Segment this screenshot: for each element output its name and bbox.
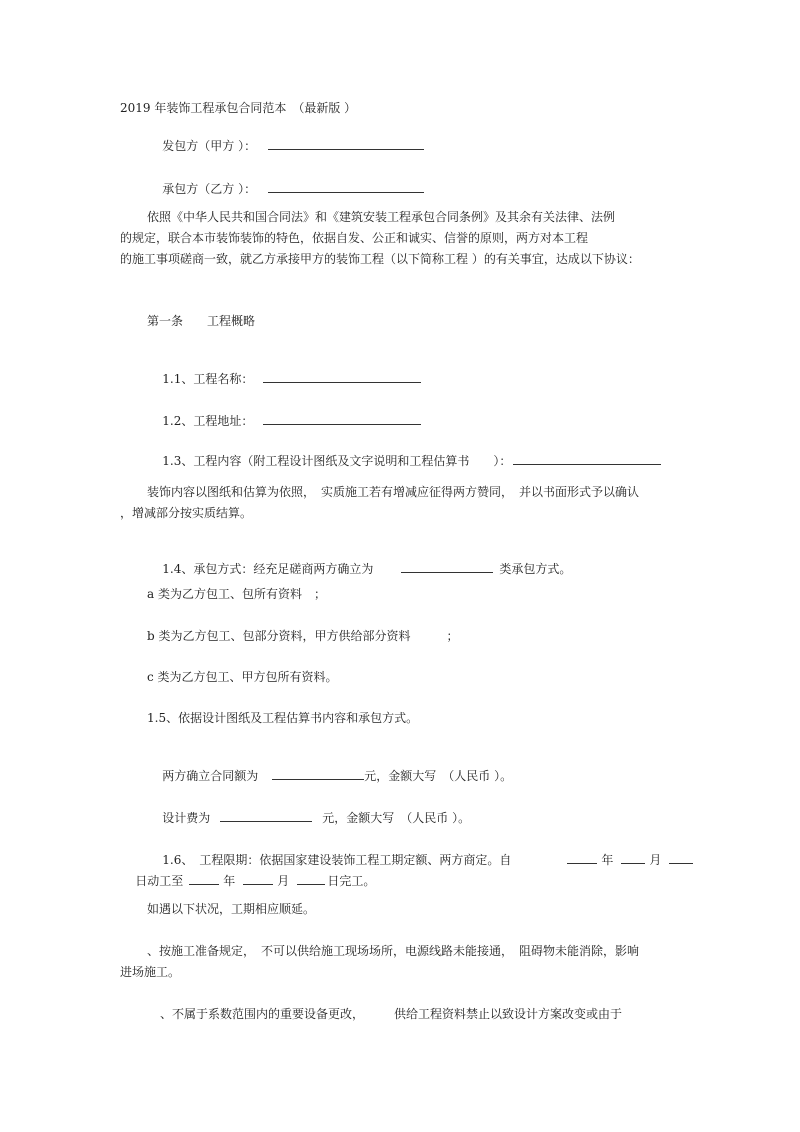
item-1-4-suffix: 类承包方式。 — [499, 562, 572, 576]
option-c: c 类为乙方包工、甲方包所有资料。 — [147, 670, 338, 684]
party-a-blank[interactable] — [268, 139, 424, 150]
contract-amount-label: 两方确立合同额为 — [162, 769, 259, 783]
project-name-blank[interactable] — [263, 372, 421, 383]
from-month-label: 月 — [649, 853, 662, 867]
project-address-blank[interactable] — [263, 414, 421, 425]
to-month-blank[interactable] — [243, 874, 273, 885]
option-b: b 类为乙方包工、包部分资料，甲方供给部分资料 ； — [147, 629, 459, 643]
party-b-row — [147, 165, 424, 213]
contract-amount-row — [147, 752, 512, 800]
design-fee-row — [147, 794, 470, 842]
delay-item-2: 、不属于系数范围内的重要设备更改， 供给工程资料禁止以致设计方案改变或由于 — [160, 1007, 623, 1021]
to-year-label: 年 — [223, 874, 236, 888]
start-label: 日动工至 — [135, 874, 184, 888]
party-a-row — [147, 122, 424, 170]
option-a: a 类为乙方包工、包所有资料 ； — [147, 587, 326, 601]
from-year-blank[interactable] — [567, 853, 597, 864]
item-1-5: 1.5、依据设计图纸及工程估算书内容和承包方式。 — [147, 711, 419, 725]
design-fee-blank[interactable] — [220, 811, 312, 822]
party-a-label: 发包方（甲方 ）： — [162, 139, 257, 153]
intro-line-2: 的规定，联合本市装饰装饰的特色，依据自发、公正和诚实、信誉的原则，两方对本工程 — [120, 231, 589, 245]
to-month-label: 月 — [277, 874, 290, 888]
intro-line-3: 的施工事项磋商一致，就乙方承接甲方的装饰工程（以下简称工程 ）的有关事宜，达成以下协议： — [120, 252, 640, 266]
to-day-blank[interactable] — [297, 874, 325, 885]
contract-type-blank[interactable] — [401, 562, 493, 573]
item-1-6-label: 1.6、 工程限期：依据国家建设装饰工程工期定额、两方商定。自 — [162, 853, 512, 867]
from-day-blank[interactable] — [669, 853, 693, 864]
decor-line-1: 装饰内容以图纸和估算为依照， 实质施工若有增减应征得两方赞同， 并以书面形式予以确认 — [147, 485, 640, 499]
design-fee-suffix: 元，金额大写 （人民币 ）。 — [322, 811, 471, 825]
item-1-2-label: 1.2、工程地址： — [162, 414, 254, 428]
party-b-label: 承包方（乙方 ）： — [162, 182, 257, 196]
document-title: 2019 年装饰工程承包合同范本 （最新版 ） — [120, 101, 357, 115]
start-end-row — [120, 857, 375, 905]
item-1-1-label: 1.1、工程名称： — [162, 372, 254, 386]
contract-amount-suffix: 元，金额大写 （人民币 ）。 — [364, 769, 513, 783]
contract-amount-blank[interactable] — [272, 769, 364, 780]
from-month-blank[interactable] — [621, 853, 645, 864]
delay-item-1-line-2: 进场施工。 — [120, 965, 181, 979]
from-year-label: 年 — [601, 853, 614, 867]
delay-item-1-line-1: 、按施工准备规定， 不可以供给施工现场场所，电源线路未能接通， 阻碍物未能消除，影响 — [147, 944, 640, 958]
item-1-4-label: 1.4、承包方式：经充足磋商两方确立为 — [162, 562, 374, 576]
party-b-blank[interactable] — [268, 182, 424, 193]
design-fee-label: 设计费为 — [162, 811, 211, 825]
item-1-3-label: 1.3、工程内容（附工程设计图纸及文字说明和工程估算书 ）： — [162, 454, 512, 468]
article-1-heading: 第一条 工程概略 — [147, 314, 256, 328]
item-1-1-row — [147, 355, 421, 403]
intro-line-1: 依照《中华人民共和国合同法》和《建筑安装工程承包合同条例》及其余有关法律、法例 — [147, 210, 616, 224]
finish-label: 日完工。 — [327, 874, 376, 888]
decor-line-2: ，增减部分按实质结算。 — [120, 506, 253, 520]
delay-intro: 如遇以下状况，工期相应顺延。 — [147, 902, 316, 916]
project-content-blank[interactable] — [513, 454, 661, 465]
item-1-3-row — [147, 437, 661, 485]
to-year-blank[interactable] — [189, 874, 219, 885]
